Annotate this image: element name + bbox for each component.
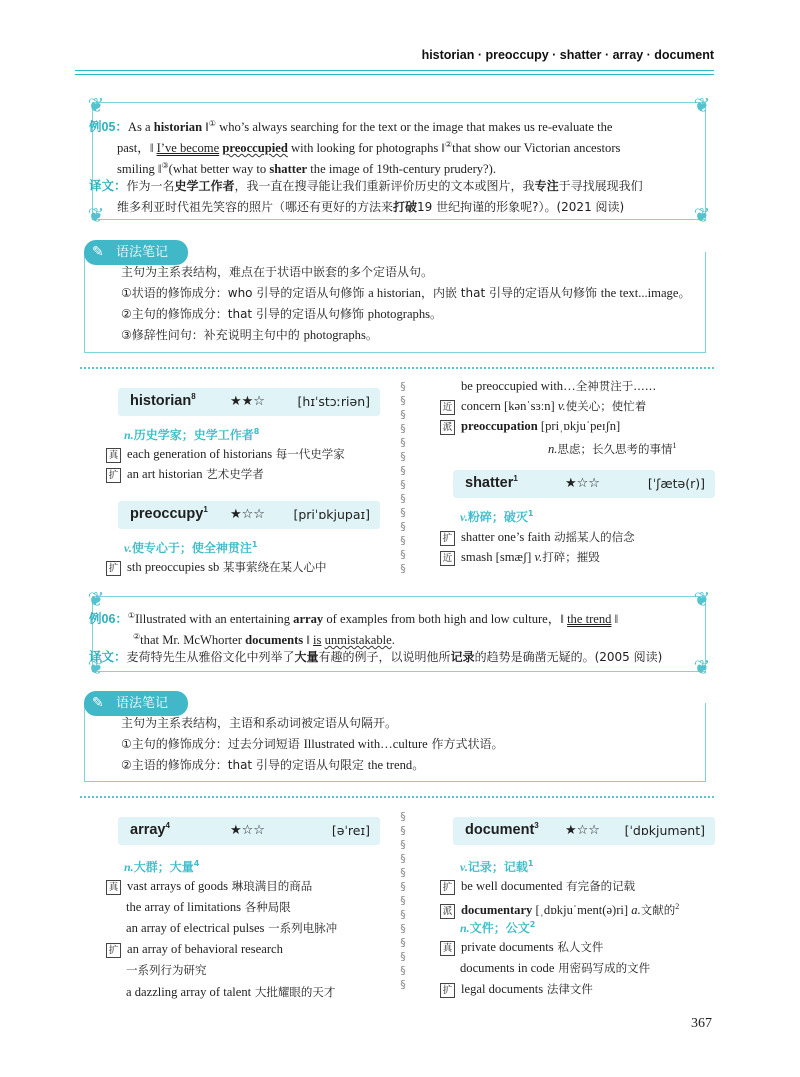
- headword-bar-preoccupy: [118, 501, 380, 529]
- ipa: [əˈreɪ]: [331, 823, 370, 838]
- example-05-line2: past，‖ I’ve become preoccupied with looking for photographs ‖②that show our Victorian ancestors: [117, 140, 621, 156]
- frequency-stars: ★☆☆: [230, 823, 265, 838]
- label-badge: 扩: [440, 531, 455, 546]
- grammar-2-line3: ②主语的修饰成分：that 引导的定语从句限定 the trend。: [121, 758, 425, 772]
- example-label: 例05：: [89, 120, 128, 135]
- translation-05-line1: 译文：作为一名史学工作者，我一直在搜寻能让我们重新评价历史的文本或图片，我专注于寻找展现我们: [89, 179, 643, 193]
- grammar-1-line2: ①状语的修饰成分：who 引导的定语从句修饰 a historian，内嵌 that 引导的定语从句修饰 the text...image。: [121, 286, 691, 300]
- translation-05-line2: 维多利亚时代祖先笑容的照片（哪还有更好的方法来打破19 世纪拘谨的形象呢?）。(2021 阅读): [117, 200, 625, 214]
- entry-line: 扩 shatter one’s faith 动摇某人的信念: [440, 527, 635, 547]
- column-divider: § § § § § § § § § § § § §: [400, 810, 406, 991]
- entry-line: 扩 an array of behavioral research: [106, 939, 283, 959]
- grammar-note-1-box: [84, 252, 706, 353]
- frequency-stars: ★☆☆: [565, 476, 600, 491]
- column-divider: § § § § § § § § § § § § § §: [400, 380, 406, 575]
- frequency-stars: ★☆☆: [565, 823, 600, 838]
- example-06-line2: ②that Mr. McWhorter documents ‖ is unmistakable.: [133, 632, 395, 648]
- grammar-2-line2: ①主句的修饰成分：过去分词短语 Illustrated with…culture 作方式状语。: [121, 737, 504, 751]
- label-badge: 扩: [440, 983, 455, 998]
- example-05-box: [87, 95, 711, 227]
- entry-line: 一系列行为研究: [126, 963, 207, 977]
- ipa: [ˈʃætə(r)]: [647, 476, 705, 491]
- label-badge: 扩: [106, 468, 121, 483]
- grammar-note-2-badge: ✎ 语法笔记: [84, 691, 188, 716]
- pen-icon: ✎: [92, 244, 104, 260]
- example-05-line3: smiling ‖③(what better way to shatter the image of 19th-century prudery?).: [117, 161, 496, 177]
- entry-line: 真 private documents 私人文件: [440, 937, 603, 957]
- example-05-line1: 例05：As a historian ‖① who’s always searching for the text or the image that makes us re-evaluate the: [89, 119, 613, 135]
- entry-line: be preoccupied with…全神贯注于……: [461, 379, 657, 393]
- header-rule-2: [75, 74, 714, 75]
- headword-historian: historian$^8$: [130, 392, 196, 409]
- ornament-icon: ❦: [693, 657, 711, 679]
- headword-bar-document: [453, 817, 715, 845]
- header-rule: [75, 70, 714, 71]
- frequency-stars: ★★☆: [230, 394, 265, 409]
- label-badge: 扩: [440, 880, 455, 895]
- translation-label: 译文：: [89, 650, 127, 664]
- entry-line: 扩 an art historian 艺术史学者: [106, 464, 264, 484]
- label-badge: 近: [440, 400, 455, 415]
- translation-06-line: 译文：麦荷特先生从雅俗文化中列举了大量有趣的例子，以说明他所记录的趋势是确凿无疑的。(2005 阅读): [89, 650, 663, 664]
- entry-line: a dazzling array of talent 大批耀眼的天才: [126, 985, 336, 999]
- entry-line: 扩 be well documented 有完备的记载: [440, 876, 635, 896]
- ipa: [ˈdɒkjumənt]: [624, 823, 705, 838]
- section-divider-1: [80, 367, 714, 369]
- label-badge: 扩: [106, 561, 121, 576]
- entry-line: 近 smash [smæʃ] v.打碎；摧毁: [440, 547, 600, 567]
- pos-line: v.粉碎；破灭$^1$: [460, 509, 534, 524]
- headword-bar-historian: [118, 388, 380, 416]
- section-divider-2: [80, 796, 714, 798]
- entry-line: n.思虑；长久思考的事情$^1$: [548, 441, 677, 457]
- label-badge: 真: [440, 941, 455, 956]
- grammar-1-line4: ③修辞性问句：补充说明主句中的 photographs。: [121, 328, 378, 342]
- pos-line: v.使专心于；使全神贯注$^1$: [124, 540, 258, 555]
- label-badge: 派: [440, 904, 455, 919]
- translation-label: 译文：: [89, 179, 127, 193]
- entry-line: 扩 sth preoccupies sb 某事萦绕在某人心中: [106, 557, 327, 577]
- ornament-icon: ❦: [87, 589, 105, 611]
- headword-preoccupy: preoccupy$^1$: [130, 505, 208, 522]
- headword-bar-shatter: [453, 470, 715, 498]
- example-label: 例06：: [89, 612, 128, 627]
- ornament-icon: ❦: [693, 95, 711, 117]
- example-06-box: [87, 589, 711, 679]
- headword-shatter: shatter$^1$: [465, 474, 518, 491]
- label-badge: 真: [106, 448, 121, 463]
- grammar-note-1-badge: ✎ 语法笔记: [84, 240, 188, 265]
- ornament-icon: ❦: [693, 589, 711, 611]
- headword-bar-array: [118, 817, 380, 845]
- label-badge: 扩: [106, 943, 121, 958]
- grammar-2-line1: 主句为主系表结构，主语和系动词被定语从句隔开。: [121, 716, 398, 730]
- running-header: historian · preoccupy · shatter · array · document: [421, 48, 714, 62]
- ornament-icon: ❦: [87, 657, 105, 679]
- entry-line: 真 each generation of historians 每一代史学家: [106, 444, 345, 464]
- example-06-line1: 例06：①Illustrated with an entertaining array of examples from both high and low culture，‖ the trend ‖: [89, 611, 619, 627]
- entry-line: 扩 legal documents 法律文件: [440, 979, 593, 999]
- entry-line: an array of electrical pulses 一系列电脉冲: [126, 921, 338, 935]
- pos-line: v.记录；记载$^1$: [460, 859, 534, 874]
- entry-line: 近 concern [kənˈsɜːn] v.使关心；使忙着: [440, 396, 646, 416]
- ipa: [hɪˈstɔːriən]: [297, 394, 370, 409]
- grammar-1-line1: 主句为主系表结构，难点在于状语中嵌套的多个定语从句。: [121, 265, 434, 279]
- headword-array: array$^4$: [130, 821, 170, 838]
- page-number: 367: [691, 1016, 712, 1031]
- headword-document: document$^3$: [465, 821, 539, 838]
- entry-line: 真 vast arrays of goods 琳琅满目的商品: [106, 876, 312, 896]
- entry-line: the array of limitations 各种局限: [126, 900, 291, 914]
- pos-line: n.大群；大量$^4$: [124, 859, 200, 874]
- entry-line: documents in code 用密码写成的文件: [460, 961, 651, 975]
- label-badge: 派: [440, 420, 455, 435]
- ornament-icon: ❦: [693, 205, 711, 227]
- entry-line: 派 preoccupation [priˌɒkjuˈpeɪʃn]: [440, 416, 620, 436]
- pen-icon: ✎: [92, 695, 104, 711]
- entry-line: 派 documentary [ˌdɒkjuˈment(ə)ri] a.文献的$^2$: [440, 897, 679, 920]
- pos-line: n.历史学家；史学工作者$^8$: [124, 427, 260, 442]
- grammar-1-line3: ②主句的修饰成分：that 引导的定语从句修饰 photographs。: [121, 307, 443, 321]
- label-badge: 近: [440, 551, 455, 566]
- label-badge: 真: [106, 880, 121, 895]
- ornament-icon: ❦: [87, 205, 105, 227]
- ornament-icon: ❦: [87, 95, 105, 117]
- ipa: [priˈɒkjupaɪ]: [293, 507, 370, 522]
- frequency-stars: ★☆☆: [230, 507, 265, 522]
- pos-line: n.文件；公文$^2$: [460, 920, 536, 935]
